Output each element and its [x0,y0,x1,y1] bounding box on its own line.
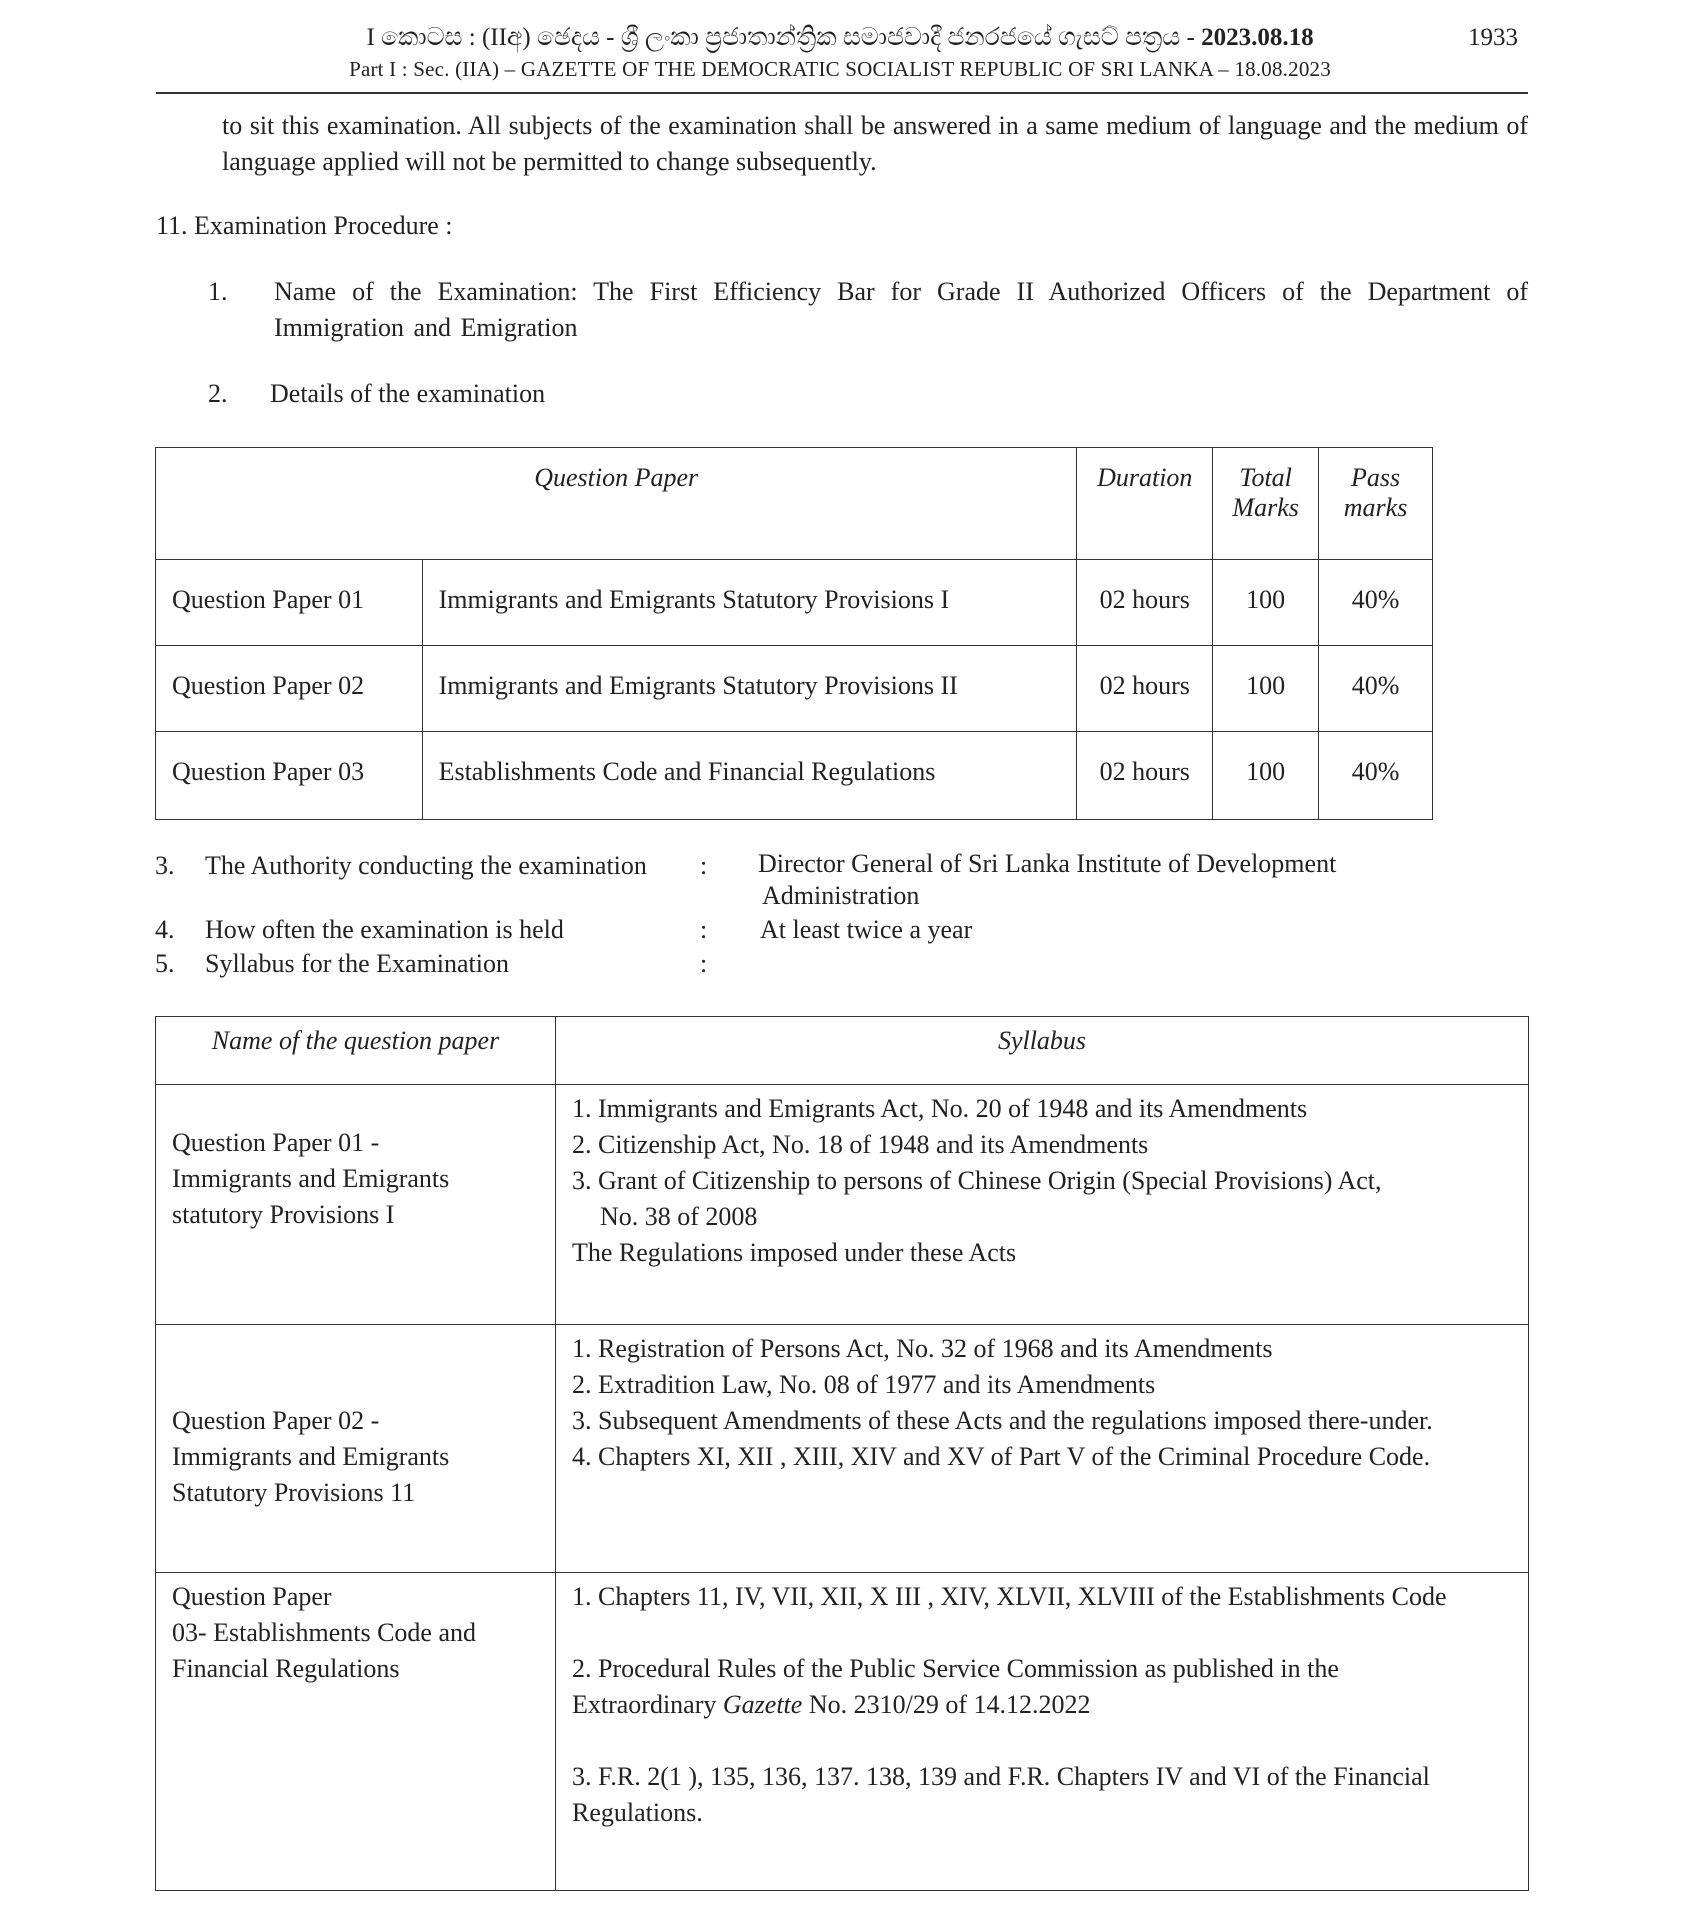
syllabus-line: 4. Chapters XI, XII , XIII, XIV and XV of Part V of the Criminal Procedure Code. [572,1442,1431,1471]
subject-cell: Immigrants and Emigrants Statutory Provisions I [422,560,1077,646]
header-pass-marks-line1: Pass [1350,463,1401,492]
table-row [156,646,1433,732]
paper-name-line: statutory Provisions I [172,1200,395,1229]
header-total-marks-line1: Total [1239,463,1292,492]
header-pass-marks-line2: marks [1343,493,1408,522]
paper-name-line: 03- Establishments Code and [172,1618,477,1647]
gazette-italic: Gazette [722,1690,803,1719]
paper-name-cell [156,1573,556,1891]
syllabus-text: Extraordinary [572,1690,723,1719]
paper-cell: Question Paper 01 [156,560,423,646]
section-heading: 11. Examination Procedure : [156,211,453,240]
frequency-value: At least twice a year [760,915,973,944]
subject-cell: Establishments Code and Financial Regulations [422,732,1077,820]
item2-number: 2. [208,379,228,408]
authority-label: The Authority conducting the examination [205,851,647,880]
syllabus-cell [556,1325,1529,1573]
paper-cell: Question Paper 02 [156,646,423,732]
syllabus-table [155,1016,1529,1891]
syllabus-line: 2. Procedural Rules of the Public Service Commission as published in the [572,1654,1339,1683]
authority-value [758,848,1418,912]
table-row [156,1573,1529,1891]
syllabus-item-number: 5. [155,949,175,978]
header-syllabus: Syllabus [556,1017,1529,1085]
item1-text: Name of the Examination: The First Efficiency Bar for Grade II Authorized Officers of the Department of Immigration and Emigration [274,277,1528,342]
syllabus-item-colon: : [700,949,708,978]
authority-number: 3. [155,851,175,880]
authority-value-line2: Administration [762,881,920,910]
syllabus-cell [556,1573,1529,1891]
syllabus-line: 3. F.R. 2(1 ), 135, 136, 137. 138, 139 and F.R. Chapters IV and VI of the Financial [572,1762,1430,1791]
paper-name-line: Question Paper 02 - [172,1406,380,1435]
header-sinhala-prefix: I කොටස : (IIඅ) ඡෙදය - ශ්‍රී ලංකා ප්‍රජාතාන්ත්‍රික සමාජවාදී ජනරජයේ ගැසට් පත්‍රය - [366,24,1202,51]
duration-cell: 02 hours [1077,560,1213,646]
intro-paragraph: to sit this examination. All subjects of the examination shall be answered in a same medium of language and the medium of language applied will not be permitted to change subsequently. [222,111,1528,176]
pass-marks-cell: 40% [1319,732,1433,820]
pass-marks-cell: 40% [1319,646,1433,732]
paper-name-cell [156,1325,556,1573]
syllabus-line: 3. Subsequent Amendments of these Acts and the regulations imposed there-under. [572,1406,1433,1435]
syllabus-line: 2. Extradition Law, No. 08 of 1977 and its Amendments [572,1370,1156,1399]
header-english-line: Part I : Sec. (IIA) – GAZETTE OF THE DEMOCRATIC SOCIALIST REPUBLIC OF SRI LANKA – 18.08.2023 [349,57,1331,81]
total-marks-cell: 100 [1213,560,1319,646]
exam-table-header-row [156,448,1433,560]
frequency-number: 4. [155,915,175,944]
syllabus-line: Regulations. [572,1798,703,1827]
duration-cell: 02 hours [1077,646,1213,732]
syllabus-header-row [156,1017,1529,1085]
header-paper-name: Name of the question paper [156,1017,556,1085]
frequency-label: How often the examination is held [205,915,564,944]
header-total-marks [1213,448,1319,560]
header-sinhala-date: 2023.08.18 [1201,24,1314,51]
header-divider [156,92,1528,94]
header-duration: Duration [1077,448,1213,560]
syllabus-line: 3. Grant of Citizenship to persons of Chinese Origin (Special Provisions) Act, [572,1166,1382,1195]
paper-name-line: Question Paper 01 - [172,1128,380,1157]
frequency-colon: : [700,915,708,944]
item2-text: Details of the examination [270,379,546,408]
authority-colon: : [700,851,708,880]
page-number: 1933 [1468,24,1518,51]
item1-number: 1. [208,277,228,306]
subject-cell: Immigrants and Emigrants Statutory Provisions II [422,646,1077,732]
syllabus-line: 1. Chapters 11, IV, VII, XII, X III , XIV, XLVII, XLVIII of the Establishments Code [572,1582,1447,1611]
table-row [156,1085,1529,1325]
syllabus-line: 1. Immigrants and Emigrants Act, No. 20 of 1948 and its Amendments [572,1094,1308,1123]
table-row [156,732,1433,820]
header-question-paper: Question Paper [156,448,1077,560]
syllabus-line: 1. Registration of Persons Act, No. 32 of 1968 and its Amendments [572,1334,1273,1363]
duration-cell: 02 hours [1077,732,1213,820]
pass-marks-cell: 40% [1319,560,1433,646]
header-total-marks-line2: Marks [1232,493,1299,522]
header-pass-marks [1319,448,1433,560]
paper-name-line: Statutory Provisions 11 [172,1478,416,1507]
paper-name-line: Question Paper [172,1582,332,1611]
paper-name-line: Immigrants and Emigrants [172,1442,450,1471]
syllabus-item-label: Syllabus for the Examination [205,949,510,978]
syllabus-text: No. 2310/29 of 14.12.2022 [802,1690,1091,1719]
exam-details-table [155,447,1433,820]
total-marks-cell: 100 [1213,732,1319,820]
total-marks-cell: 100 [1213,646,1319,732]
paper-name-cell [156,1085,556,1325]
syllabus-line [572,1687,1518,1723]
paper-name-line: Immigrants and Emigrants [172,1164,450,1193]
paper-name-line: Financial Regulations [172,1654,400,1683]
header-sinhala-line [300,20,1380,56]
paper-cell: Question Paper 03 [156,732,423,820]
syllabus-line: No. 38 of 2008 [600,1202,758,1231]
table-row [156,560,1433,646]
table-row [156,1325,1529,1573]
syllabus-line: 2. Citizenship Act, No. 18 of 1948 and its Amendments [572,1130,1149,1159]
authority-value-line1: Director General of Sri Lanka Institute of Development [758,849,1337,878]
syllabus-cell [556,1085,1529,1325]
syllabus-line: The Regulations imposed under these Acts [572,1238,1017,1267]
